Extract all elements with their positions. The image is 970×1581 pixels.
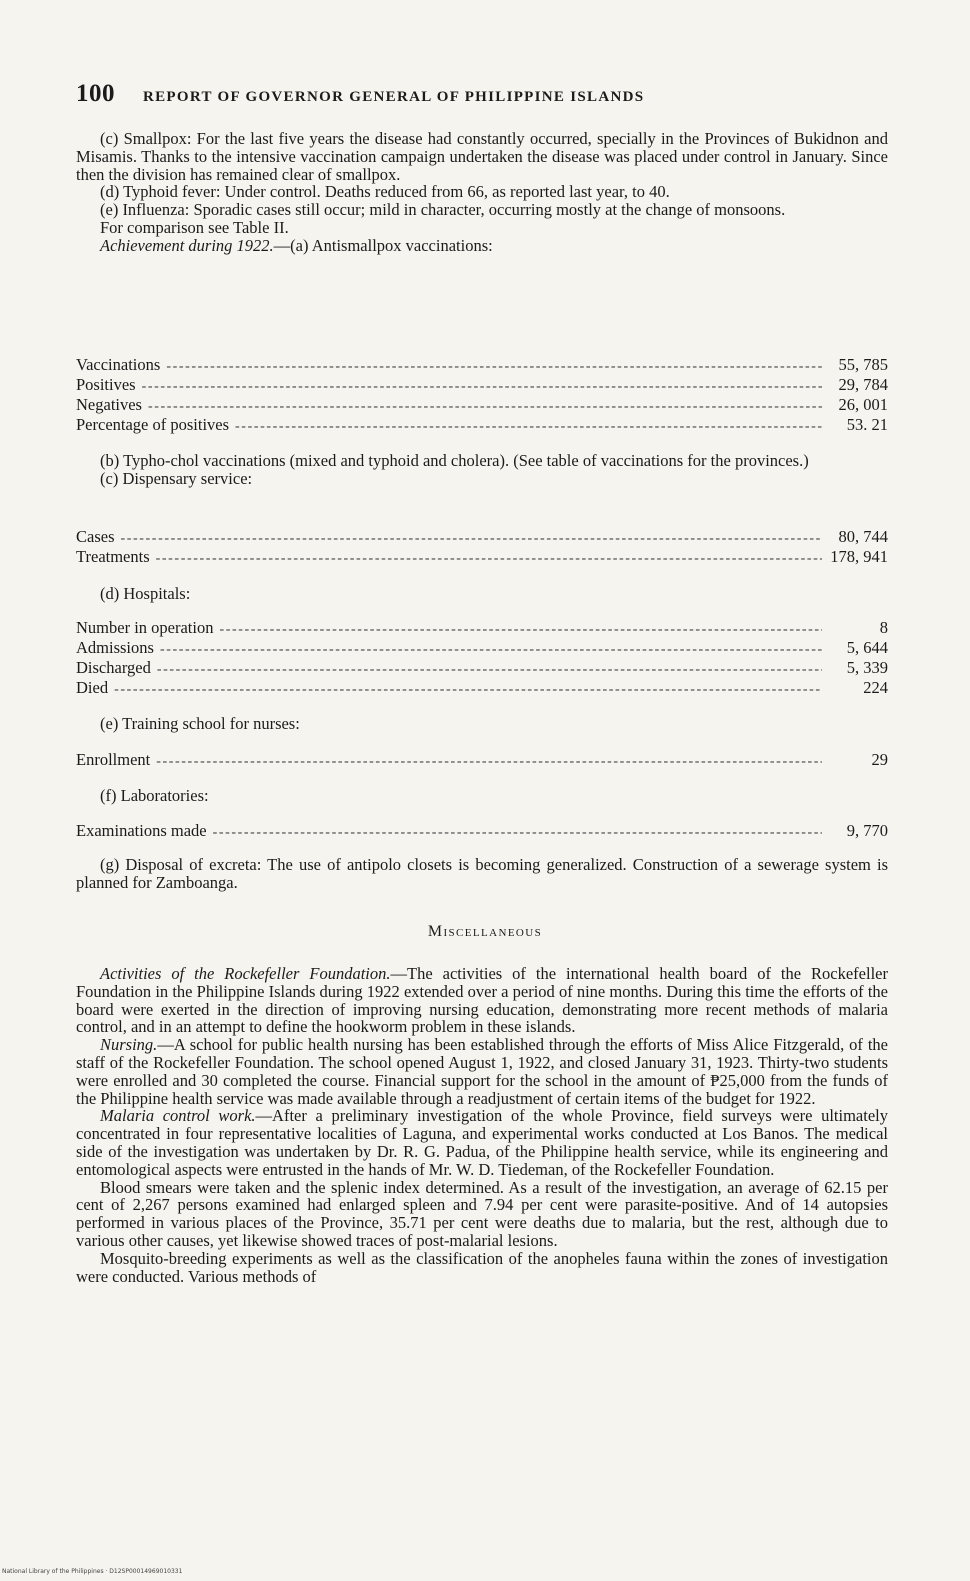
rockefeller-paragraph	[76, 965, 888, 1036]
malaria-heading: Malaria control work.	[100, 1106, 256, 1126]
hospitals-table	[76, 618, 888, 698]
dispensary-table	[76, 527, 888, 567]
section-title: Miscellaneous	[427, 923, 543, 940]
laboratories-heading: (f) Laboratories:	[100, 786, 209, 805]
table-row: Admissions ----- 5, 644	[76, 638, 888, 658]
miscellaneous-block	[76, 965, 888, 1285]
achievement-subhead: —(a) Antismallpox vaccinations:	[273, 235, 493, 255]
excreta-block	[76, 856, 888, 892]
table-row: Number in operation ----- 8	[76, 618, 888, 638]
page-header	[76, 80, 896, 108]
rockefeller-text: —The activities of the international health board of the Rockefeller Foundation in the Philippine Islands during 1922 extended over a period of nine months. During this time the efforts of the board were exerted in the direction of improving nursing education, demonstrating more recent methods of malaria control, and in an attempt to define the hookworm problem in these islands.	[76, 964, 888, 1037]
table-row: Positives ----- 29, 784	[76, 375, 888, 395]
vaccinations-table	[76, 355, 888, 435]
achievement-heading: Achievement during 1922.	[100, 235, 274, 255]
hospitals-heading: (d) Hospitals:	[100, 584, 191, 603]
page-number: 100	[76, 80, 115, 107]
nursing-text: —A school for public health nursing has been established through the efforts of Miss Alice Fitzgerald, of the staff of the Rockefeller Foundation. The school opened August 1, 1922, and closed January 31, 1923. Thirty-two students were enrolled and 30 completed the course. Financial support for the school in the amount of ₱25,000 from the funds of the Philippine health service was made available through a readjustment of certain items of the budget for 1922.	[76, 1035, 888, 1108]
table-row: Discharged ----- 5, 339	[76, 658, 888, 678]
achievement-paragraph	[76, 237, 888, 255]
nursing-paragraph	[76, 1036, 888, 1107]
malaria-text: —After a preliminary investigation of the whole Province, field surveys were ultimately concentrated in four representative localities of Laguna, and experimental works conducted at Los Banos. The medical side of the investigation was undertaken by Dr. R. G. Padua, of the Philippine health service, while its engineering and entomological aspects were entrusted in the hands of Mr. W. D. Tiedeman, of the Rockefeller Foundation.	[76, 1106, 888, 1179]
mosquito-paragraph: Mosquito-breeding experiments as well as the classification of the anopheles fauna within the zones of investigation were conducted. Various methods of	[76, 1248, 888, 1286]
table-row: Treatments ----- 178, 941	[76, 547, 888, 567]
running-title: REPORT OF GOVERNOR GENERAL OF PHILIPPINE ISLANDS	[143, 89, 645, 105]
malaria-paragraph	[76, 1107, 888, 1178]
blood-smears-paragraph: Blood smears were taken and the splenic index determined. As a result of the investigation, an average of 62.15 per cent of 2,267 persons examined had enlarged spleen and 7.94 per cent were parasite-positive. And of 14 autopsies performed in various places of the Province, 35.71 per cent were deaths due to malaria, but the rest, although due to various other causes, yet likewise showed traces of post-malarial lesions.	[76, 1177, 888, 1250]
table-row: Cases ----- 80, 744	[76, 527, 888, 547]
excreta-paragraph: (g) Disposal of excreta: The use of antipolo closets is becoming generalized. Construction of a sewerage system is planned for Zamboanga.	[76, 855, 888, 892]
dispensary-heading: (c) Dispensary service:	[100, 468, 253, 488]
nursing-heading: Nursing.	[100, 1035, 158, 1055]
rockefeller-heading: Activities of the Rockefeller Foundation.	[100, 964, 391, 983]
table-row: Percentage of positives ----- 53. 21	[76, 415, 888, 435]
laboratories-table	[76, 821, 888, 841]
scan-footer: National Library of the Philippines · D12SP00014969010331	[2, 1568, 183, 1575]
typho-chol-paragraph: (b) Typho-chol vaccinations (mixed and typhoid and cholera). (See table of vaccinations for the provinces.)	[100, 451, 809, 470]
training-table	[76, 750, 888, 770]
training-heading: (e) Training school for nurses:	[100, 714, 300, 733]
table-row: Vaccinations ----- 55, 785	[76, 355, 888, 375]
table-row: Died ----- 224	[76, 678, 888, 698]
typhoid-paragraph: (d) Typhoid fever: Under control. Deaths reduced from 66, as reported last year, to 40.	[100, 182, 670, 202]
table-row: Negatives ----- 26, 001	[76, 395, 888, 415]
influenza-paragraph: (e) Influenza: Sporadic cases still occur; mild in character, occurring mostly at the change of monsoons.	[100, 200, 786, 220]
comparison-paragraph: For comparison see Table II.	[100, 217, 289, 237]
table-row: Enrollment ----- 29	[76, 750, 888, 770]
table-row: Examinations made ----- 9, 770	[76, 821, 888, 841]
typho-chol-block	[76, 452, 888, 488]
intro-block	[76, 130, 888, 255]
smallpox-paragraph: (c) Smallpox: For the last five years the disease had constantly occurred, specially in the Provinces of Bukidnon and Misamis. Thanks to the intensive vaccination campaign undertaken the disease was placed under control in January. Since then the division has remained clear of smallpox.	[76, 129, 888, 184]
